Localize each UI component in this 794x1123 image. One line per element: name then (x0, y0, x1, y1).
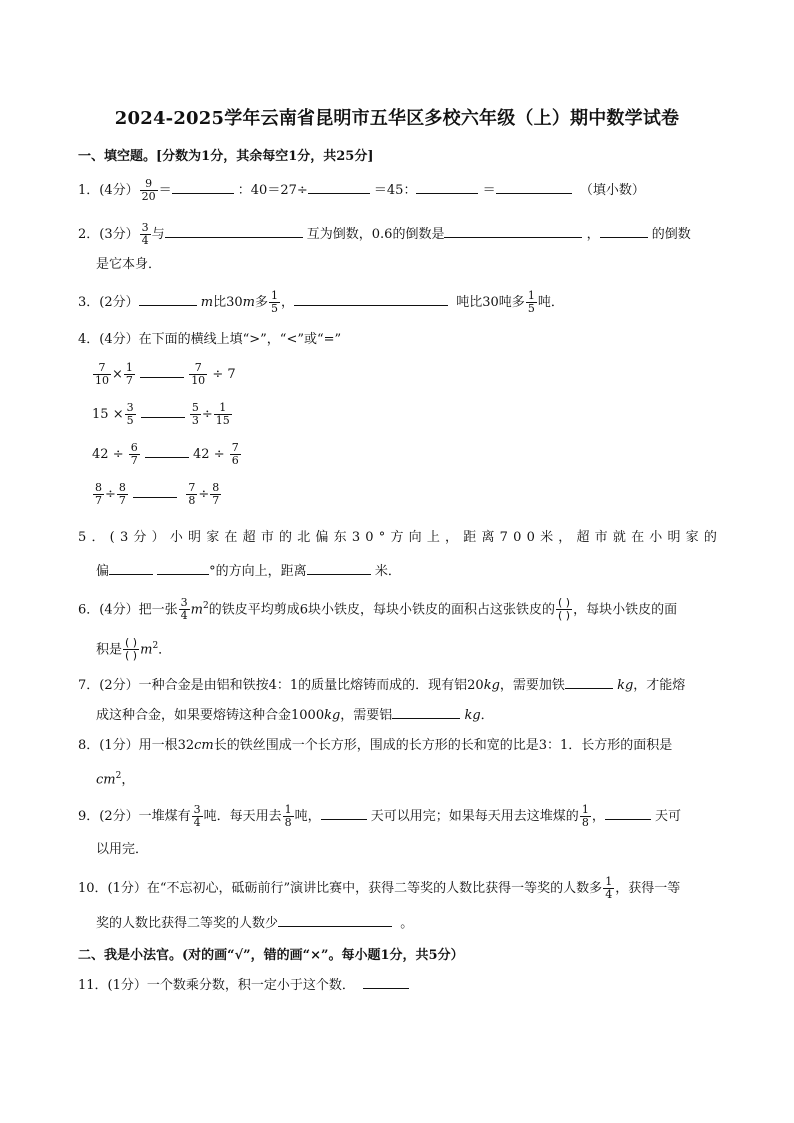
section-2-heading: 二、我是小法官。(对的画“√”，错的画“×”。每小题1分，共5分） (78, 948, 464, 963)
question-9: 9．(2分）一堆煤有 $\frac{3}{4}$ 吨．每天用去 $\frac{1}{8}$ 吨， 天可以用完；如果每天用去这堆煤的 $\frac{1}{8}$ ， 天可 (78, 803, 681, 829)
compare-blank[interactable] (133, 483, 177, 498)
answer-fraction[interactable]: $\frac{( )}{( )}$ (125, 636, 138, 663)
fraction: $\frac{9}{20}$ (141, 177, 156, 203)
compare-blank[interactable] (140, 363, 184, 378)
answer-blank[interactable] (308, 179, 370, 194)
question-2: 2．(3分） $\frac{3}{4}$ 与 互为倒数，0.6的倒数是 ， 的倒数 (78, 221, 691, 247)
answer-blank[interactable] (363, 974, 409, 989)
answer-blank[interactable] (278, 912, 392, 927)
question-10: 10．(1分）在“不忘初心，砥砺前行”演讲比赛中，获得二等奖的人数比获得一等奖的人数多 $\frac{1}{4}$ ，获得一等 (78, 875, 681, 901)
compare-row-1: $\frac{7}{10}$ × $\frac{1}{7}$ $\frac{7}{10}$ ÷ 7 (95, 361, 236, 387)
question-5: 5．(3分）小明家在超市的北偏东30°方向上，距离700米，超市就在小明家的 (78, 530, 723, 545)
section-1-heading: 一、填空题。[分数为1分，其余每空1分，共25分] (78, 149, 374, 164)
question-9-cont: 以用完． (96, 842, 149, 857)
answer-blank[interactable] (392, 704, 460, 719)
answer-blank[interactable] (294, 291, 448, 306)
question-3: 3．(2分） m比30m多 $\frac{1}{5}$ ， 吨比30吨多 $\frac{1}{5}$ 吨． (78, 289, 564, 315)
fraction: $\frac{1}{5}$ (270, 289, 278, 315)
answer-blank[interactable] (565, 674, 613, 689)
answer-blank[interactable] (600, 223, 648, 238)
answer-blank[interactable] (307, 560, 371, 575)
answer-blank[interactable] (444, 223, 582, 238)
answer-fraction[interactable]: $\frac{( )}{( )}$ (557, 596, 571, 623)
question-11: 11．(1分）一个数乘分数，积一定小于这个数． (78, 974, 409, 996)
question-7: 7．(2分）一种合金是由铝和铁按4：1的质量比熔铸而成的．现有铝20kg，需要加铁 kg，才能熔 (78, 674, 685, 696)
question-4: 4．(4分）在下面的横线上填“>”，“<”或“=” (78, 332, 342, 347)
question-1: 1．(4分） $\frac{9}{20}$ ＝ ：40＝27÷ ＝45： ＝ （填小数） (78, 177, 645, 203)
question-7-cont: 成这种合金，如果要熔铸这种合金1000kg，需要铝 kg． (96, 704, 494, 726)
answer-blank[interactable] (157, 560, 209, 575)
fraction: $\frac{3}{4}$ (141, 221, 149, 247)
page-title: 2024-2025学年云南省昆明市五华区多校六年级（上）期中数学试卷 (114, 108, 680, 129)
answer-blank[interactable] (416, 179, 478, 194)
compare-row-2: 15 × $\frac{3}{5}$ $\frac{5}{3}$ ÷ $\frac{1}{15}$ (92, 401, 230, 427)
question-6: 6．(4分）把一张 $\frac{3}{4}$ $m^2$的铁皮平均剪成6块小铁皮，每块小铁皮的面积占这张铁皮的 $\frac{( )}{( )}$ ，每块小铁皮的面 (78, 596, 678, 623)
answer-blank[interactable] (172, 179, 234, 194)
compare-blank[interactable] (141, 403, 185, 418)
question-6-cont: 积是 $\frac{( )}{( )}$ $m^2$． (96, 636, 172, 663)
compare-blank[interactable] (145, 443, 189, 458)
compare-row-3: 42 ÷ $\frac{6}{7}$ 42 ÷ $\frac{7}{6}$ (92, 441, 239, 467)
question-5-cont: 偏 °的方向上，距离 米． (96, 560, 401, 582)
answer-blank[interactable] (605, 805, 651, 820)
compare-row-4: $\frac{8}{7}$ ÷ $\frac{8}{7}$ $\frac{7}{8}$ ÷ $\frac{8}{7}$ (95, 481, 220, 507)
question-8-cont: $cm^2$， (96, 771, 135, 788)
answer-blank[interactable] (109, 560, 153, 575)
fraction: $\frac{1}{5}$ (527, 289, 535, 315)
answer-blank[interactable] (321, 805, 367, 820)
question-8: 8．(1分）用一根32cm长的铁丝围成一个长方形，围成的长方形的长和宽的比是3：1．长方形的面积是 (78, 738, 673, 753)
answer-blank[interactable] (139, 291, 197, 306)
question-10-cont: 奖的人数比获得二等奖的人数少 。 (96, 912, 413, 934)
answer-blank[interactable] (496, 179, 572, 194)
answer-blank[interactable] (165, 223, 303, 238)
question-2-cont: 是它本身． (96, 257, 162, 272)
